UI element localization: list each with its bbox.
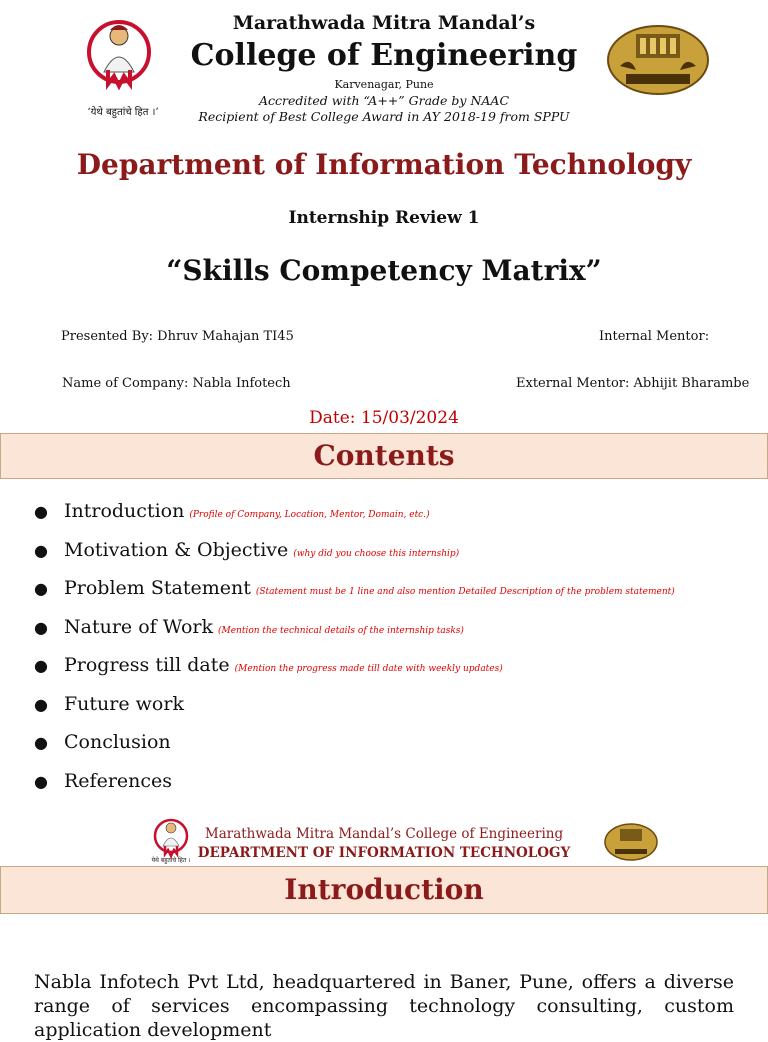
college-motto: ‘येथे बहुतांचे हित ।’	[87, 107, 159, 118]
bullet-icon: ●	[34, 694, 48, 714]
bullet-icon: ●	[34, 502, 48, 521]
bullet-icon: ●	[34, 617, 48, 637]
list-item-note: (why did you choose this internship)	[293, 548, 460, 559]
bullet-icon: ●	[34, 771, 48, 791]
list-item-note: (Statement must be 1 line and also mention Detailed Description of the problem statement)	[255, 587, 675, 597]
list-item	[34, 577, 754, 616]
bullet-icon: ●	[34, 733, 48, 752]
department-title: Department of Information Technology	[76, 148, 692, 181]
accreditation-text: Accredited with “A++” Grade by NAAC	[258, 93, 510, 108]
list-item-label: Future work	[64, 692, 184, 715]
bullet-icon: ●	[34, 579, 48, 598]
contents-heading: Contents	[0, 433, 768, 479]
college-motto-small: येथे बहुतांचे हित ।	[151, 857, 191, 864]
list-item	[34, 500, 754, 539]
institution-name: Marathwada Mitra Mandal’s	[232, 12, 536, 34]
bullet-icon: ●	[34, 656, 48, 675]
contents-list	[34, 500, 754, 808]
award-text: Recipient of Best College Award in AY 2018-19 from SPPU	[198, 109, 570, 124]
list-item-label: Nature of Work	[64, 615, 213, 638]
internal-mentor: Internal Mentor:	[599, 329, 710, 344]
external-mentor: External Mentor: Abhijit Bharambe	[516, 376, 750, 391]
list-item-note: (Mention the technical details of the internship tasks)	[217, 625, 464, 636]
list-item	[34, 770, 754, 809]
list-item	[34, 539, 754, 578]
list-item	[34, 654, 754, 693]
footer-department: DEPARTMENT OF INFORMATION TECHNOLOGY	[197, 845, 571, 861]
presenter: Presented By: Dhruv Mahajan TI45	[61, 329, 294, 344]
list-item-label: Conclusion	[64, 731, 171, 753]
list-item	[34, 616, 754, 655]
presentation-title: “Skills Competency Matrix”	[166, 254, 602, 287]
list-item-label: Progress till date	[64, 654, 230, 676]
review-label: Internship Review 1	[288, 208, 480, 228]
list-item	[34, 731, 754, 770]
list-item-label: Problem Statement	[64, 577, 251, 599]
footer-college-name: Marathwada Mitra Mandal’s College of Engineering	[204, 826, 564, 842]
list-item-label: Introduction	[64, 500, 185, 522]
list-item-note: (Profile of Company, Location, Mentor, Domain, etc.)	[189, 510, 430, 520]
presentation-date: Date: 15/03/2024	[309, 408, 459, 428]
list-item-label: References	[64, 769, 173, 792]
list-item-label: Motivation & Objective	[64, 538, 289, 561]
college-location: Karvenagar, Pune	[334, 78, 434, 91]
company-name: Name of Company: Nabla Infotech	[62, 376, 291, 391]
bullet-icon: ●	[34, 540, 48, 560]
list-item-note: (Mention the progress made till date with weekly updates)	[234, 664, 503, 674]
list-item	[34, 693, 754, 732]
introduction-heading: Introduction	[0, 866, 768, 914]
college-name: College of Engineering	[190, 38, 578, 73]
introduction-paragraph: Nabla Infotech Pvt Ltd, headquartered in Baner, Pune, offers a diverse range of services encompassing technology consulting, custom application development	[34, 971, 734, 1041]
